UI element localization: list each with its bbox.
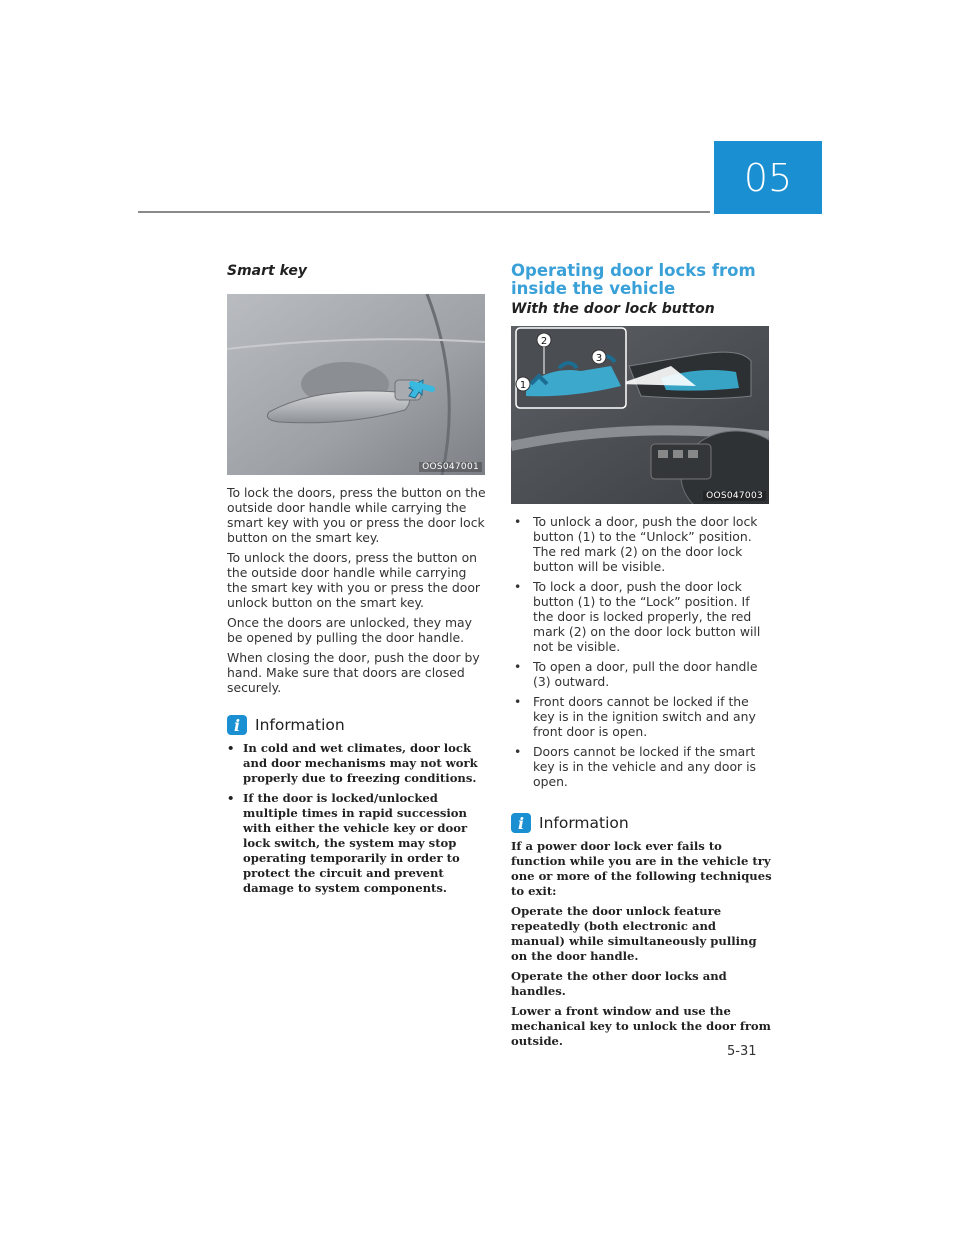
instruction-item: • To lock a door, push the door lock button (1) to the “Lock” position. If the door is locked properly, the red mark (2) on the door lock button will not be visible. — [511, 579, 773, 654]
instruction-item: • To unlock a door, push the door lock button (1) to the “Unlock” position. The red mark (2) on the door lock button will be visible. — [511, 514, 773, 574]
info-item: • If the door is locked/unlocked multiple times in rapid succession with either the vehicle key or door lock switch, the system may stop operating temporarily in order to protect the circuit and prevent damage to system components. — [227, 791, 489, 896]
instruction-item: • Front doors cannot be locked if the key is in the ignition switch and any front door is open. — [511, 694, 773, 739]
door-lock-figure — [511, 326, 769, 504]
info-paragraph: Lower a front window and use the mechanical key to unlock the door from outside. — [511, 1004, 771, 1048]
paragraph: To unlock the doors, press the button on the outside door handle while carrying the smart key with you or press the door unlock button on the smart key. — [227, 550, 481, 610]
info-title: Information — [255, 716, 345, 734]
figure-code: OOS047003 — [703, 491, 766, 501]
instruction-item: • Doors cannot be locked if the smart key is in the vehicle and any door is open. — [511, 744, 773, 789]
chapter-number: 05 — [743, 155, 793, 200]
callout-3: 3 — [595, 353, 603, 364]
info-body — [511, 839, 773, 1049]
info-title: Information — [539, 814, 629, 832]
info-paragraph: Operate the door unlock feature repeatedly (both electronic and manual) while simultaneously pulling on the door handle. — [511, 904, 757, 963]
info-icon: i — [511, 813, 531, 833]
door-lock-instructions — [511, 514, 773, 789]
info-list — [227, 741, 489, 896]
door-lock-button-heading: With the door lock button — [511, 301, 715, 317]
callout-1: 1 — [519, 380, 527, 391]
chapter-tab — [714, 141, 822, 214]
right-column — [511, 262, 773, 1054]
door-handle-figure — [227, 294, 485, 475]
page-number: 5-31 — [727, 1044, 757, 1059]
paragraph: To lock the doors, press the button on the outside door handle while carrying the smart key with you or press the door lock button on the smart key. — [227, 485, 486, 545]
callout-2: 2 — [540, 336, 548, 347]
left-column — [227, 262, 489, 901]
smart-key-body — [227, 485, 489, 695]
smart-key-heading: Smart key — [227, 263, 308, 279]
info-paragraph: If a power door lock ever fails to function while you are in the vehicle try one or more of the following techniques to exit: — [511, 839, 772, 898]
instruction-item: • To open a door, pull the door handle (3) outward. — [511, 659, 773, 689]
info-box-header — [227, 715, 489, 735]
info-box-header — [511, 813, 773, 833]
paragraph: When closing the door, push the door by hand. Make sure that doors are closed securely. — [227, 650, 480, 695]
door-panel-illustration — [511, 326, 769, 504]
info-icon: i — [227, 715, 247, 735]
door-handle-illustration — [227, 294, 485, 475]
info-item: • In cold and wet climates, door lock and door mechanisms may not work properly due to freezing conditions. — [227, 741, 489, 786]
info-paragraph: Operate the other door locks and handles. — [511, 969, 727, 998]
section-heading: Operating door locks from inside the vehicle — [511, 261, 756, 298]
paragraph: Once the doors are unlocked, they may be opened by pulling the door handle. — [227, 615, 472, 645]
figure-code: OOS047001 — [419, 462, 482, 472]
header-divider — [138, 211, 710, 213]
